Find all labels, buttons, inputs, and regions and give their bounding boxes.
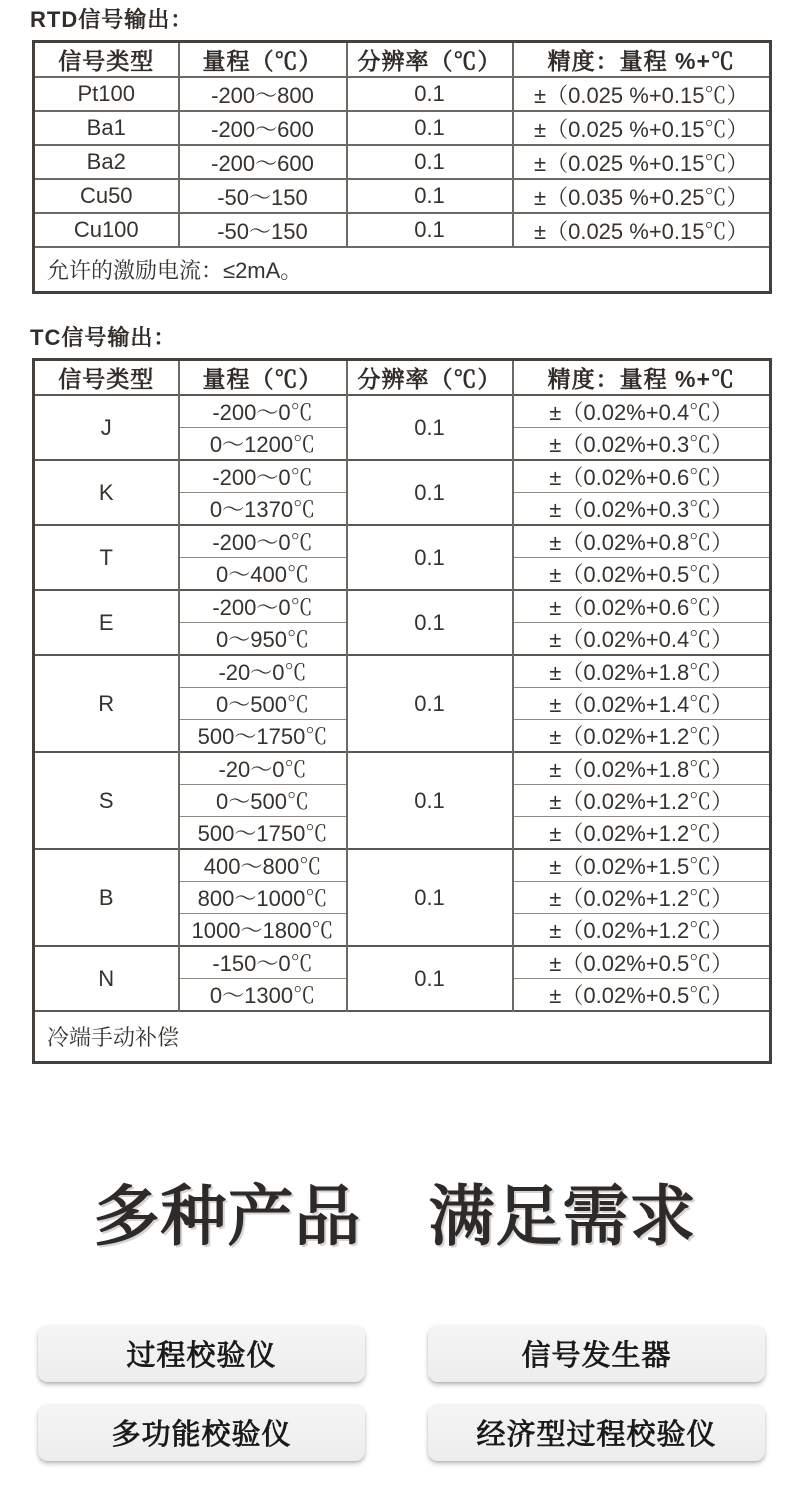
range-cell: -50～150 <box>179 179 347 213</box>
accuracy-cell: ±（0.02%+0.4℃） <box>513 395 771 428</box>
accuracy-cell: ±（0.02%+0.3℃） <box>513 493 771 526</box>
accuracy-cell: ±（0.02%+0.5℃） <box>513 979 771 1012</box>
accuracy-cell: ±（0.02%+0.4℃） <box>513 623 771 656</box>
resolution-cell: 0.1 <box>347 752 513 849</box>
table-row <box>34 111 771 145</box>
signal-type-cell: E <box>34 590 179 655</box>
accuracy-cell: ±（0.02%+0.3℃） <box>513 428 771 461</box>
resolution-cell: 0.1 <box>347 145 513 179</box>
resolution-cell: 0.1 <box>347 525 513 590</box>
tc-table-head <box>34 360 771 396</box>
column-header: 分辨率（℃） <box>347 360 513 396</box>
table-row <box>34 460 771 493</box>
promo-heading: 多种产品 满足需求 <box>93 1179 697 1253</box>
product-button-grid <box>38 1325 790 1461</box>
column-header: 量程（℃） <box>179 360 347 396</box>
range-cell: -50～150 <box>179 213 347 247</box>
table-row <box>34 590 771 623</box>
accuracy-cell: ±（0.035 %+0.25℃） <box>513 179 771 213</box>
table-row <box>34 946 771 979</box>
table-row <box>34 525 771 558</box>
column-header: 信号类型 <box>34 42 179 78</box>
product-button-multifunction-calibrator[interactable]: 多功能校验仪 <box>38 1404 365 1461</box>
column-header: 量程（℃） <box>179 42 347 78</box>
resolution-cell: 0.1 <box>347 946 513 1011</box>
range-cell: 0～400℃ <box>179 558 347 591</box>
rtd-spec-table <box>32 40 772 294</box>
range-cell: 800～1000℃ <box>179 882 347 914</box>
tc-spec-table <box>32 358 772 1064</box>
product-button-economy-process-calibrator[interactable]: 经济型过程校验仪 <box>428 1404 765 1461</box>
rtd-table-head <box>34 42 771 78</box>
range-cell: -20～0℃ <box>179 752 347 785</box>
accuracy-cell: ±（0.025 %+0.15℃） <box>513 77 771 111</box>
table-footer-row <box>34 1011 771 1063</box>
accuracy-cell: ±（0.02%+1.8℃） <box>513 752 771 785</box>
table-row <box>34 752 771 785</box>
column-header: 精度：量程 %+℃ <box>513 42 771 78</box>
accuracy-cell: ±（0.02%+1.2℃） <box>513 785 771 817</box>
accuracy-cell: ±（0.02%+1.2℃） <box>513 882 771 914</box>
table-row <box>34 213 771 247</box>
table-header-row <box>34 360 771 396</box>
signal-type-cell: T <box>34 525 179 590</box>
accuracy-cell: ±（0.02%+0.5℃） <box>513 946 771 979</box>
signal-type-cell: R <box>34 655 179 752</box>
table-footer-cell: 允许的激励电流：≤2mA。 <box>34 247 771 293</box>
accuracy-cell: ±（0.02%+0.5℃） <box>513 558 771 591</box>
column-header: 信号类型 <box>34 360 179 396</box>
range-cell: 0～500℃ <box>179 785 347 817</box>
accuracy-cell: ±（0.02%+0.6℃） <box>513 590 771 623</box>
range-cell: 0～950℃ <box>179 623 347 656</box>
signal-type-cell: B <box>34 849 179 946</box>
resolution-cell: 0.1 <box>347 77 513 111</box>
table-row <box>34 395 771 428</box>
accuracy-cell: ±（0.025 %+0.15℃） <box>513 145 771 179</box>
range-cell: 1000～1800℃ <box>179 914 347 947</box>
product-button-process-calibrator[interactable]: 过程校验仪 <box>38 1325 365 1382</box>
signal-type-cell: K <box>34 460 179 525</box>
accuracy-cell: ±（0.02%+0.8℃） <box>513 525 771 558</box>
range-cell: -200～600 <box>179 145 347 179</box>
range-cell: -150～0℃ <box>179 946 347 979</box>
range-cell: -200～0℃ <box>179 460 347 493</box>
range-cell: 400～800℃ <box>179 849 347 882</box>
resolution-cell: 0.1 <box>347 655 513 752</box>
table-row <box>34 77 771 111</box>
signal-type-cell: J <box>34 395 179 460</box>
table-footer-cell: 冷端手动补偿 <box>34 1011 771 1063</box>
column-header: 精度：量程 %+℃ <box>513 360 771 396</box>
resolution-cell: 0.1 <box>347 395 513 460</box>
signal-type-cell: Pt100 <box>34 77 179 111</box>
range-cell: -200～600 <box>179 111 347 145</box>
range-cell: -200～0℃ <box>179 525 347 558</box>
product-button-signal-generator[interactable]: 信号发生器 <box>428 1325 765 1382</box>
signal-type-cell: N <box>34 946 179 1011</box>
table-row <box>34 145 771 179</box>
accuracy-cell: ±（0.02%+1.2℃） <box>513 817 771 850</box>
accuracy-cell: ±（0.02%+1.4℃） <box>513 688 771 720</box>
table-row <box>34 179 771 213</box>
tc-table-body <box>34 395 771 1063</box>
rtd-section-label: RTD信号输出： <box>30 7 194 32</box>
accuracy-cell: ±（0.02%+1.2℃） <box>513 720 771 753</box>
signal-type-cell: S <box>34 752 179 849</box>
resolution-cell: 0.1 <box>347 590 513 655</box>
table-footer-row <box>34 247 771 293</box>
range-cell: -200～800 <box>179 77 347 111</box>
table-row <box>34 849 771 882</box>
range-cell: 0～1300℃ <box>179 979 347 1012</box>
range-cell: 0～1370℃ <box>179 493 347 526</box>
column-header: 分辨率（℃） <box>347 42 513 78</box>
resolution-cell: 0.1 <box>347 213 513 247</box>
range-cell: 500～1750℃ <box>179 817 347 850</box>
resolution-cell: 0.1 <box>347 460 513 525</box>
accuracy-cell: ±（0.025 %+0.15℃） <box>513 213 771 247</box>
resolution-cell: 0.1 <box>347 111 513 145</box>
range-cell: 500～1750℃ <box>179 720 347 753</box>
accuracy-cell: ±（0.02%+1.8℃） <box>513 655 771 688</box>
signal-type-cell: Ba2 <box>34 145 179 179</box>
range-cell: -200～0℃ <box>179 395 347 428</box>
range-cell: 0～500℃ <box>179 688 347 720</box>
accuracy-cell: ±（0.02%+0.6℃） <box>513 460 771 493</box>
signal-type-cell: Cu100 <box>34 213 179 247</box>
resolution-cell: 0.1 <box>347 849 513 946</box>
range-cell: -200～0℃ <box>179 590 347 623</box>
signal-type-cell: Ba1 <box>34 111 179 145</box>
table-row <box>34 655 771 688</box>
resolution-cell: 0.1 <box>347 179 513 213</box>
rtd-table-body <box>34 77 771 293</box>
accuracy-cell: ±（0.02%+1.5℃） <box>513 849 771 882</box>
tc-section-label: TC信号输出： <box>30 325 177 350</box>
accuracy-cell: ±（0.025 %+0.15℃） <box>513 111 771 145</box>
range-cell: 0～1200℃ <box>179 428 347 461</box>
accuracy-cell: ±（0.02%+1.2℃） <box>513 914 771 947</box>
table-header-row <box>34 42 771 78</box>
signal-type-cell: Cu50 <box>34 179 179 213</box>
range-cell: -20～0℃ <box>179 655 347 688</box>
